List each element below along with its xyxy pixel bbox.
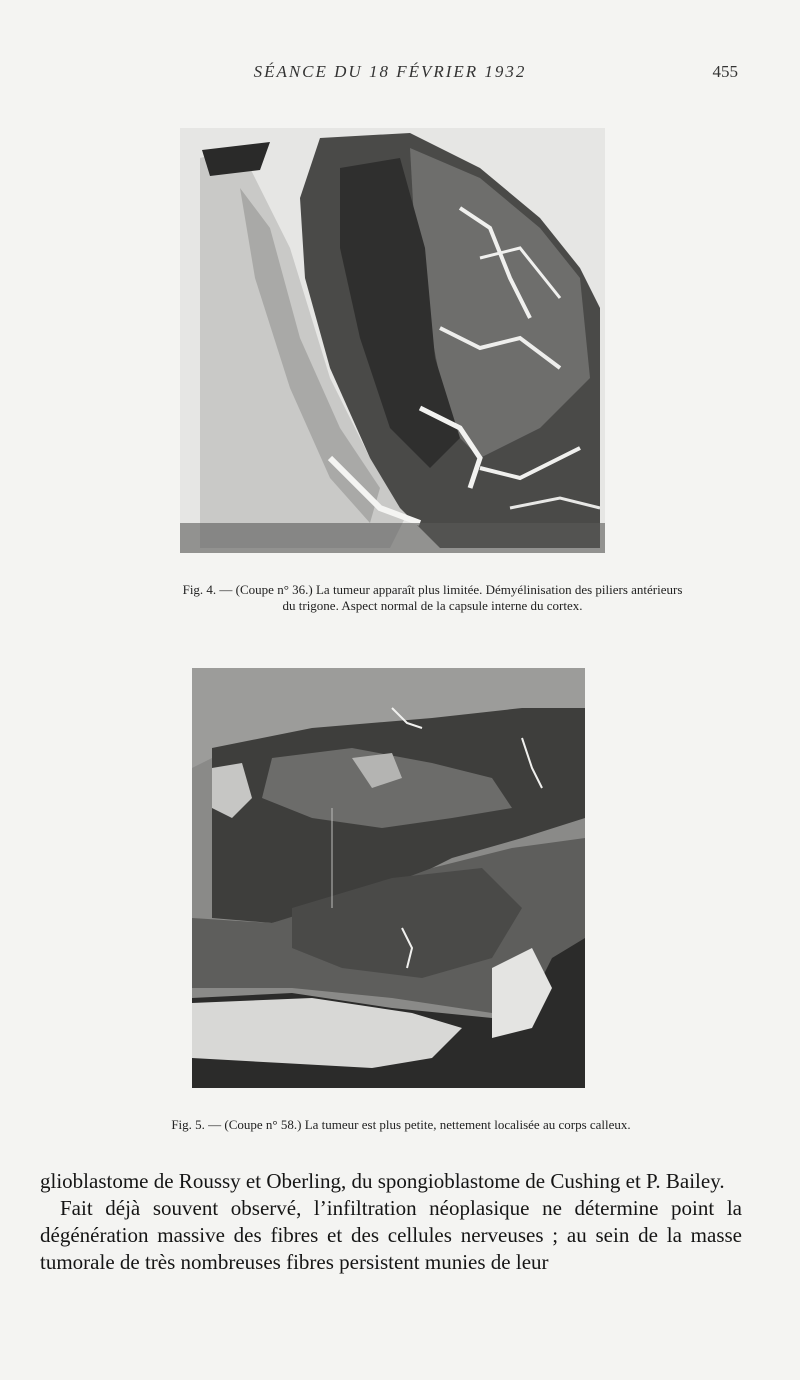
figure-4-caption-line2: du trigone. Aspect normal de la capsule interne du cortex. xyxy=(282,598,583,613)
figure-4-caption xyxy=(120,582,745,614)
figure-5-image xyxy=(192,668,585,1088)
figure-4-brain-section-photo xyxy=(180,128,605,553)
page-number: 455 xyxy=(712,62,738,81)
running-title: SÉANCE DU 18 FÉVRIER 1932 xyxy=(253,62,527,81)
figure-4-caption-line1: Fig. 4. — (Coupe n° 36.) La tumeur apparaît plus limitée. Démyélinisation des piliers antérieurs xyxy=(182,582,683,597)
running-head xyxy=(0,62,800,86)
figure-5-caption: Fig. 5. — (Coupe n° 58.) La tumeur est plus petite, nettement localisée au corps calleux. xyxy=(171,1117,631,1132)
paragraph-2: Fait déjà souvent observé, l’infiltration néoplasique ne détermine point la dégénération massive des fibres et des cellules nerveuses ; au sein de la masse tumorale de très nombreuses fibres persistent munies de leur xyxy=(40,1196,742,1274)
body-text xyxy=(40,1168,742,1276)
paragraph-1: glioblastome de Roussy et Oberling, du spongioblastome de Cushing et P. Bailey. xyxy=(40,1169,725,1193)
figure-5-brain-section-photo xyxy=(192,668,585,1088)
figure-4-image xyxy=(180,128,605,553)
